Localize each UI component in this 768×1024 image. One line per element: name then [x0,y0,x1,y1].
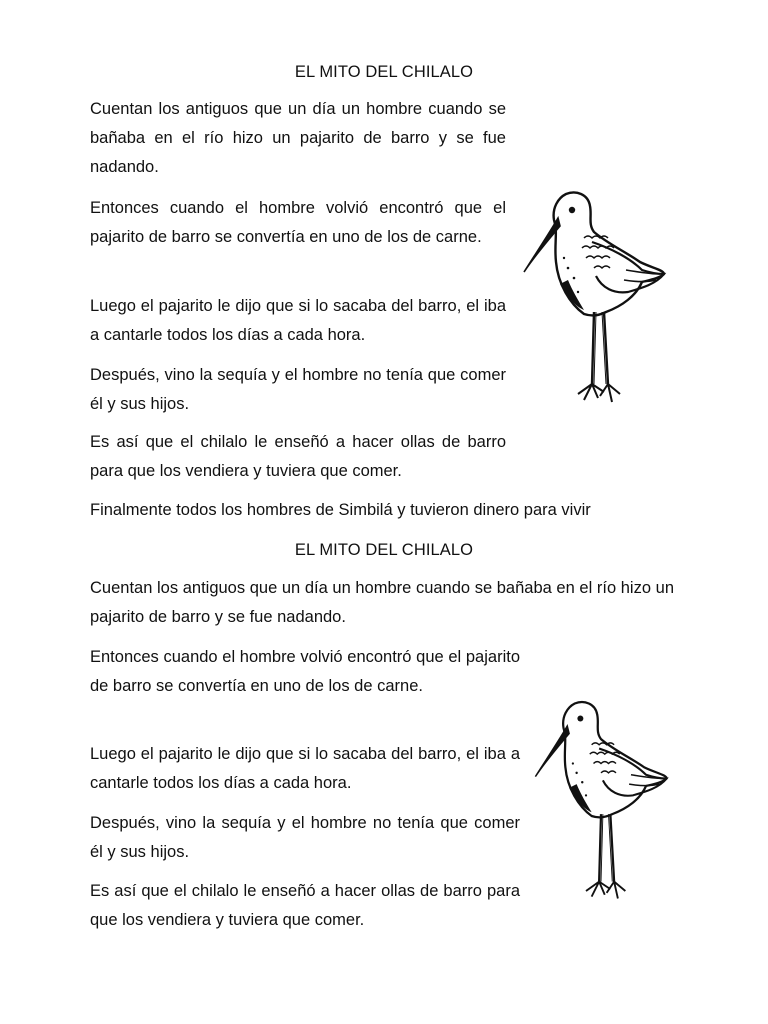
paragraph: Después, vino la sequía y el hombre no tenía que comer él y sus hijos. [90,814,520,861]
document-title: EL MITO DEL CHILALO [294,63,474,81]
paragraph: Entonces cuando el hombre volvió encontró que el pajarito de barro se convertía en uno de los de carne. [90,648,520,695]
document-title: EL MITO DEL CHILALO [294,541,474,559]
paragraph: Es así que el chilalo le enseñó a hacer ollas de barro para que los vendiera y tuviera que comer. [90,433,506,480]
paragraph: Cuentan los antiguos que un día un hombre cuando se bañaba en el río hizo un pajarito de barro y se fue nadando. [90,100,506,176]
paragraph: Finalmente todos los hombres de Simbilá y tuvieron dinero para vivir [90,501,591,519]
paragraph: Luego el pajarito le dijo que si lo sacaba del barro, el iba a cantarle todos los días a cada hora. [90,297,506,344]
paragraph: Luego el pajarito le dijo que si lo sacaba del barro, el iba a cantarle todos los días a cada hora. [90,745,520,792]
paragraph: Entonces cuando el hombre volvió encontró que el pajarito de barro se convertía en uno de los de carne. [90,199,506,246]
paragraph: Cuentan los antiguos que un día un hombre cuando se bañaba en el río hizo un pajarito de barro y se fue nadando. [90,579,674,626]
bird-illustration-icon [514,178,674,418]
paragraph: Después, vino la sequía y el hombre no tenía que comer él y sus hijos. [90,366,506,413]
paragraph: Es así que el chilalo le enseñó a hacer ollas de barro para que los vendiera y tuviera que comer. [90,882,520,929]
bird-illustration-icon [526,676,676,926]
